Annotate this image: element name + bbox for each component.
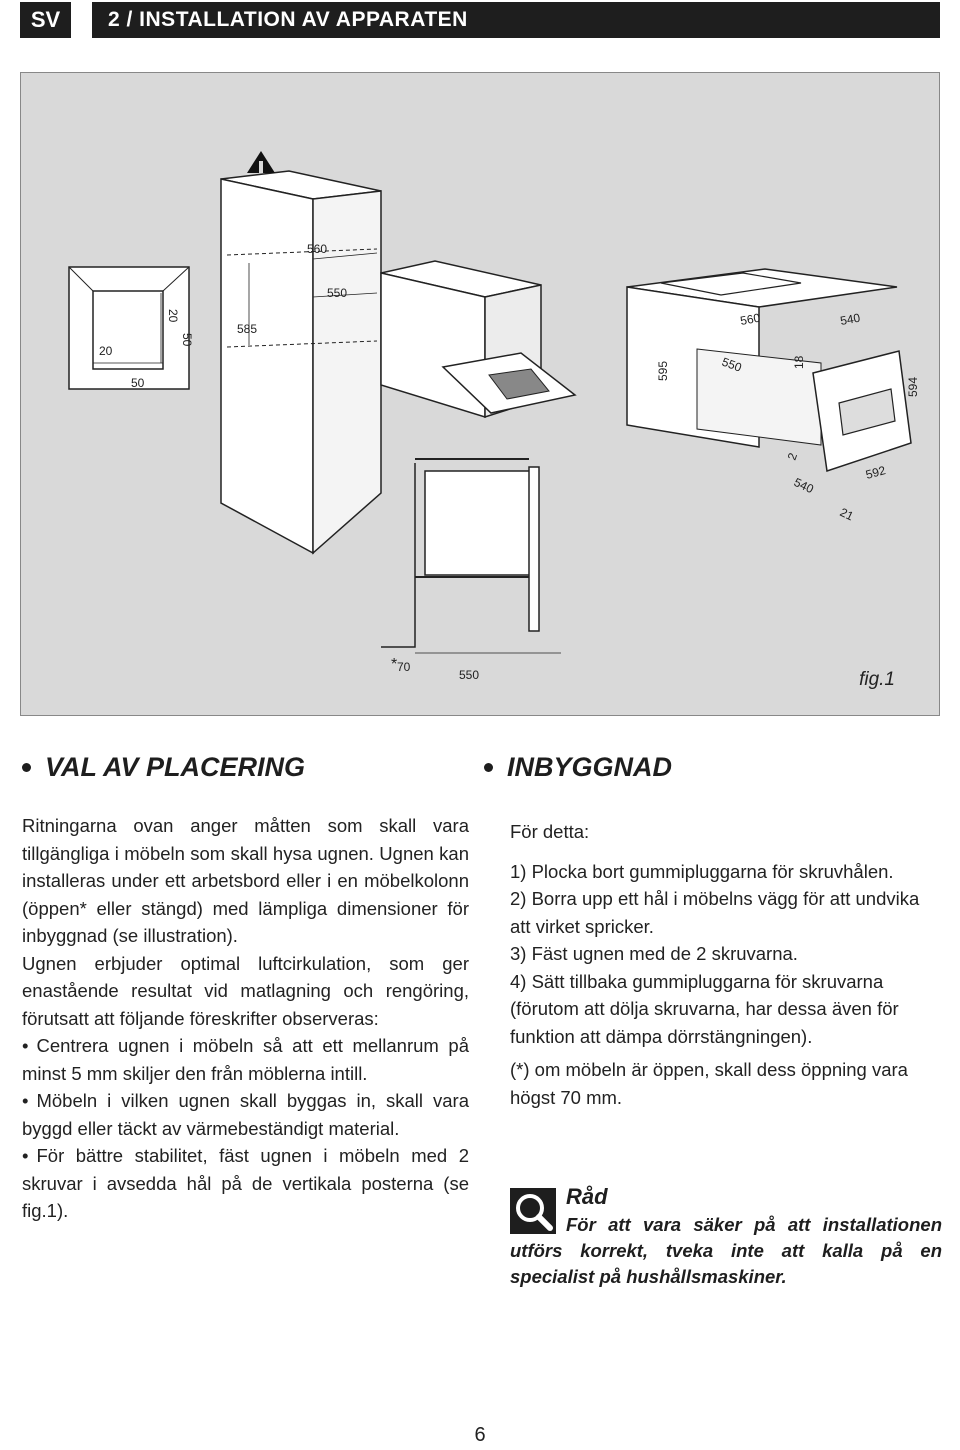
section-view [381,459,561,682]
installation-figure [20,72,940,716]
dim-50-a: 50 [131,376,145,390]
dim-585: 585 [237,322,258,336]
dim-592: 592 [864,463,888,482]
heading-inbyggnad [484,752,672,783]
dim-20-b: 20 [166,309,180,323]
section-title-bar: 2 / INSTALLATION AV APPARATEN [92,2,940,38]
heading-text: INBYGGNAD [507,752,673,782]
steps-intro: För detta: [510,821,590,842]
language-badge: SV [20,2,71,38]
step-item: 4) Sätt tillbaka gummipluggarna för skruvarna (förutom att dölja skruvarna, har dessa även för funktion att dämpa dörrstängningen). [510,970,899,1047]
dim-star: * [391,656,398,673]
heading-val-av-placering [22,752,305,783]
dim-560-b: 560 [739,310,762,328]
dim-2: 2 [784,450,801,463]
open-cabinet-note: (*) om möbeln är öppen, skall dess öppning vara högst 70 mm. [510,1059,908,1108]
installation-steps [510,818,940,1117]
bullet-item: • För bättre stabilitet, fäst ugnen i möbeln med 2 skruvar i avsedda hål på de vertikala posterna (se fig.1). [22,1145,469,1221]
advice-text: För att vara säker på att installationen utförs korrekt, tveka inte att kalla på en specialist på hushållsmaskiner. [510,1214,942,1287]
dim-50-b: 50 [180,333,194,347]
cutout-detail [69,267,194,390]
heading-text: VAL AV PLACERING [45,752,306,782]
placement-text [22,812,469,1225]
dim-595: 595 [656,360,670,381]
step-item: 1) Plocka bort gummipluggarna för skruvhålen. [510,860,894,882]
undercounter-cabinet [627,269,920,523]
dim-550-c: 550 [459,668,480,682]
dim-560-a: 560 [307,242,328,256]
dim-540: 540 [839,310,862,328]
figure-label: fig.1 [859,669,895,690]
dim-70: 70 [397,660,411,674]
heading-bullet [22,763,31,772]
dim-540-b: 540 [791,475,816,497]
paragraph-intro: Ritningarna ovan anger måtten som skall vara tillgängliga i möbeln som skall hysa ugnen. Ugnen kan installeras under ett arbetsbord eller i en möbelkolonn (öppen* eller stängd) med lämpliga dimensioner för inbyggnad (se illustration). [22,815,469,946]
dim-18: 18 [792,355,806,369]
step-item: 2) Borra upp ett hål i möbelns vägg för att undvika att virket spricker. [510,888,920,937]
dim-20-a: 20 [99,344,113,358]
bullet-item: • Möbeln i vilken ugnen skall byggas in, skall vara byggd eller täckt av värmebeständigt material. [22,1090,469,1139]
paragraph-airflow: Ugnen erbjuder optimal luftcirkulation, som ger enastående resultat vid matlagning och rengöring, förutsatt att följande föreskrifter observeras: [22,952,469,1029]
step-item: 3) Fäst ugnen med de 2 skruvarna. [510,943,798,964]
column-cabinet [221,151,381,553]
bullet-item: • Centrera ugnen i möbeln så att ett mellanrum på minst 5 mm skiljer den från möblerna intill. [22,1035,469,1084]
dim-594: 594 [906,376,920,397]
dim-21: 21 [837,505,856,524]
page-number: 6 [474,1424,486,1446]
heading-bullet [484,763,493,772]
oven-perspective [381,261,575,417]
installation-drawing [21,73,941,717]
dim-550-b: 550 [719,354,744,375]
advice-title: Råd [566,1184,608,1209]
dim-550-a: 550 [327,286,348,300]
